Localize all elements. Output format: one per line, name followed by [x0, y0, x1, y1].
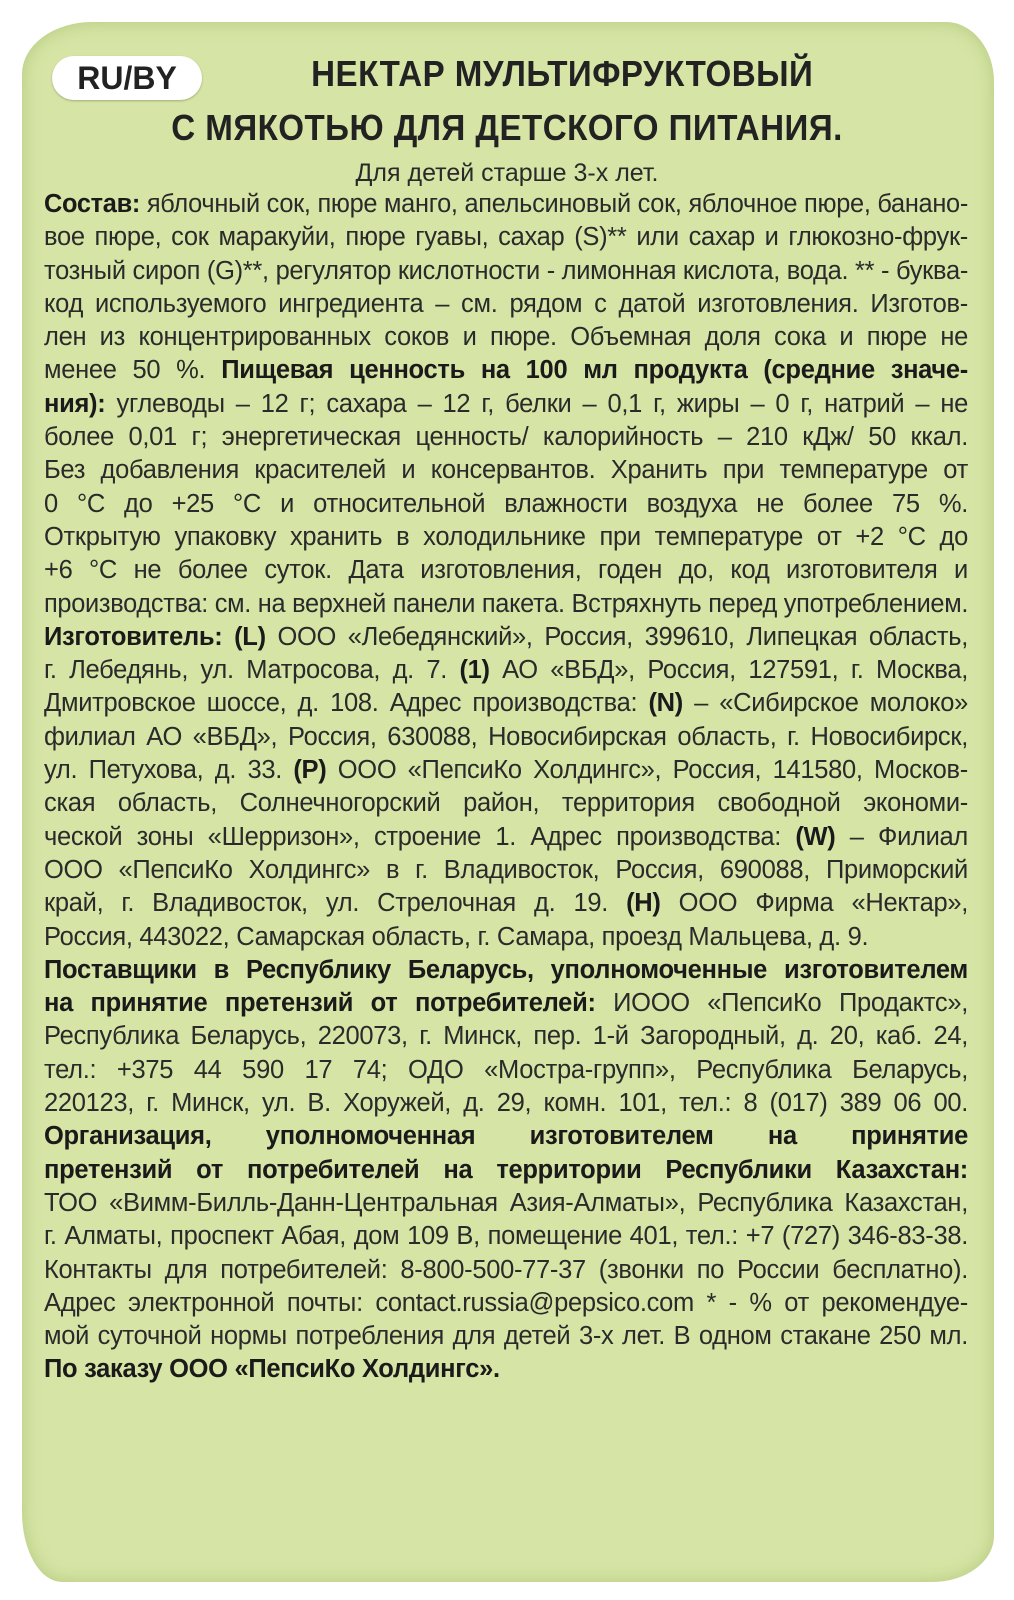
- body-line: [44, 1054, 968, 1087]
- body-text-segment: углеводы – 12 г; сахара – 12 г, белки – 0,1 г, жиры – 0 г, натрий – не: [105, 389, 968, 418]
- age-subtitle: Для детей старше 3-х лет.: [355, 159, 659, 187]
- body-line: [44, 354, 968, 387]
- body-line: [44, 921, 968, 954]
- body-text-segment: ООО «Лебедянский», Россия, 399610, Липецкая область,: [265, 622, 968, 651]
- body-line: [44, 488, 968, 521]
- body-line: [44, 987, 968, 1020]
- body-text-segment: вое пюре, сок маракуйи, пюре гуавы, сахар (S)** или сахар и глюкозно-фрук-: [44, 223, 968, 252]
- body-bold-segment: (P): [293, 756, 327, 785]
- body-text-segment: яблочный сок, пюре манго, апельсиновый сок, яблочное пюре, банано-: [140, 190, 968, 218]
- body-line: [44, 821, 968, 854]
- product-title-line-1: НЕКТАР МУЛЬТИФРУКТОВЫЙ: [311, 53, 814, 94]
- body-line: [44, 554, 968, 587]
- body-text-segment: Открытую упаковку хранить в холодильнике при температуре от +2 °С до: [44, 522, 968, 551]
- body-line: [44, 1353, 968, 1386]
- body-line: [44, 221, 968, 254]
- body-line: [44, 754, 968, 787]
- body-line: [44, 321, 968, 354]
- body-line: [44, 621, 968, 654]
- body-line: [44, 388, 968, 421]
- body-text-segment: Адрес электронной почты: contact.russia@pepsico.com * - % от рекомендуе-: [44, 1288, 968, 1317]
- body-text-segment: филиал АО «ВБД», Россия, 630088, Новосибирская область, г. Новосибирск,: [44, 722, 968, 751]
- body-bold-segment: Пищевая ценность на 100 мл продукта (средние значе-: [221, 356, 968, 385]
- body-line: [44, 421, 968, 454]
- body-bold-segment: Изготовитель: (L): [44, 622, 266, 651]
- body-text-segment: ИООО «ПепсиКо Продактс»,: [595, 989, 968, 1018]
- body-text-segment: код используемого ингредиента – см. рядом с датой изготовления. Изготов-: [44, 289, 968, 318]
- body-line: [44, 188, 968, 221]
- body-line: [44, 1254, 968, 1287]
- body-bold-segment: Состав:: [44, 190, 141, 218]
- body-text-segment: г. Алматы, проспект Абая, дом 109 В, помещение 401, тел.: +7 (727) 346-83-38.: [44, 1222, 968, 1251]
- body-text-segment: – «Сибирское молоко»: [682, 689, 968, 718]
- body-line: [44, 687, 968, 720]
- label-body-text: [44, 188, 968, 1387]
- product-title-line-2: С МЯКОТЬЮ ДЛЯ ДЕТСКОГО ПИТАНИЯ.: [171, 107, 843, 148]
- body-text-segment: – Филиал: [835, 822, 968, 851]
- body-line: [44, 521, 968, 554]
- body-text-segment: производства: см. на верхней панели пакета. Встряхнуть перед употреблением.: [44, 589, 968, 618]
- body-line: [44, 954, 968, 987]
- body-line: [44, 854, 968, 887]
- body-bold-segment: (1): [459, 656, 490, 685]
- body-line: [44, 721, 968, 754]
- body-line: [44, 1320, 968, 1353]
- body-text-segment: ская область, Солнечногорский район, территория свободной экономи-: [44, 789, 968, 818]
- body-text-segment: лен из концентрированных соков и пюре. Объемная доля сока и пюре не: [44, 323, 968, 352]
- body-text-segment: ул. Петухова, д. 33.: [44, 756, 294, 785]
- body-text-segment: край, г. Владивосток, ул. Стрелочная д. 19.: [44, 889, 627, 918]
- body-text-segment: 220123, г. Минск, ул. В. Хоружей, д. 29, комн. 101, тел.: 8 (017) 389 06 00.: [44, 1089, 968, 1118]
- body-text-segment: тел.: +375 44 590 17 74; ОДО «Мостра-групп», Республика Беларусь,: [44, 1055, 968, 1084]
- body-text-segment: Дмитровское шоссе, д. 108. Адрес производства:: [44, 689, 649, 718]
- body-text-segment: ООО «ПепсиКо Холдингс», Россия, 141580, Москов-: [326, 756, 968, 785]
- body-line: [44, 454, 968, 487]
- body-line: [44, 1120, 968, 1153]
- body-line: [44, 288, 968, 321]
- body-text-segment: +6 °С не более суток. Дата изготовления, годен до, код изготовителя и: [44, 556, 968, 585]
- body-text-segment: г. Лебедянь, ул. Матросова, д. 7.: [44, 656, 460, 685]
- body-bold-segment: (Н): [626, 889, 661, 918]
- body-line: [44, 1020, 968, 1053]
- body-bold-segment: По заказу ООО «ПепсиКо Холдингс».: [44, 1355, 500, 1384]
- body-line: [44, 1220, 968, 1253]
- body-text-segment: мой суточной нормы потребления для детей 3-х лет. В одном стакане 250 мл.: [44, 1322, 968, 1351]
- body-line: [44, 654, 968, 687]
- body-text-segment: Контакты для потребителей: 8-800-500-77-37 (звонки по России бесплатно).: [44, 1255, 968, 1284]
- body-bold-segment: на принятие претензий от потребителей:: [44, 989, 596, 1018]
- body-text-segment: АО «ВБД», Россия, 127591, г. Москва,: [489, 656, 968, 685]
- body-text-segment: тозный сироп (G)**, регулятор кислотности - лимонная кислота, вода. ** - буква-: [44, 256, 968, 285]
- body-bold-segment: претензий от потребителей на территории Республики Казахстан:: [44, 1155, 968, 1184]
- body-line: [44, 588, 968, 621]
- body-text-segment: Без добавления красителей и консервантов. Хранить при температуре от: [44, 456, 968, 485]
- body-text-segment: ООО «ПепсиКо Холдингс» в г. Владивосток, Россия, 690088, Приморский: [44, 855, 968, 884]
- body-bold-segment: Поставщики в Республику Беларусь, уполномоченные изготовителем: [44, 955, 968, 984]
- body-line: [44, 1087, 968, 1120]
- body-text-segment: ТОО «Вимм-Билль-Данн-Центральная Азия-Алматы», Республика Казахстан,: [44, 1188, 968, 1217]
- body-text-segment: ческой зоны «Шерризон», строение 1. Адрес производства:: [44, 822, 796, 851]
- body-text-segment: Республика Беларусь, 220073, г. Минск, пер. 1-й Загородный, д. 20, каб. 24,: [44, 1022, 968, 1051]
- body-line: [44, 887, 968, 920]
- body-line: [44, 1287, 968, 1320]
- body-bold-segment: (W): [795, 822, 836, 851]
- region-badge: RU/BY: [52, 56, 202, 100]
- body-bold-segment: ния):: [44, 389, 106, 418]
- body-line: [44, 787, 968, 820]
- body-text-segment: менее 50 %.: [44, 356, 222, 385]
- body-text-segment: 0 °С до +25 °С и относительной влажности воздуха не более 75 %.: [44, 489, 968, 518]
- body-text-segment: более 0,01 г; энергетическая ценность/ калорийность – 210 кДж/ 50 ккал.: [44, 423, 968, 452]
- body-bold-segment: (N): [648, 689, 683, 718]
- body-text-segment: Россия, 443022, Самарская область, г. Самара, проезд Мальцева, д. 9.: [44, 922, 869, 951]
- body-line: [44, 255, 968, 288]
- body-line: [44, 1187, 968, 1220]
- body-line: [44, 1154, 968, 1187]
- body-bold-segment: Организация, уполномоченная изготовителем на принятие: [44, 1122, 968, 1151]
- body-text-segment: ООО Фирма «Нектар»,: [660, 889, 968, 918]
